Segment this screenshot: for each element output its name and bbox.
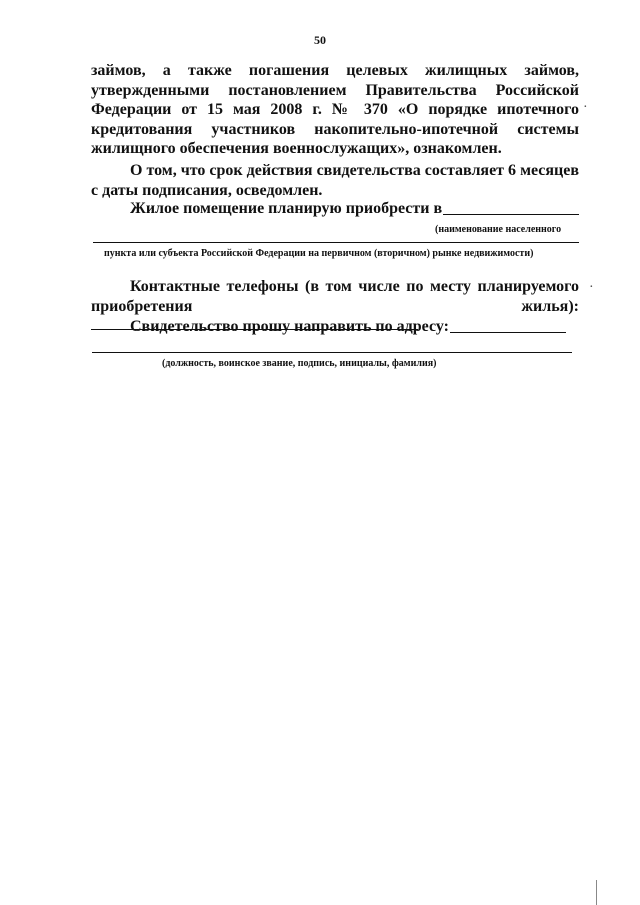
address-label: Свидетельство прошу направить по адресу: bbox=[130, 318, 449, 335]
paragraph-regulation: займов, а также погашения целевых жилищных займов, утвержденными постановлением Правительства Российской Федерации от 15 мая 2008 г. № 370 «О порядке ипотечного кредитования участников накопительно-ипотечной системы жилищного обеспечения военнослужащих», ознакомлен. bbox=[91, 62, 579, 157]
housing-caption-2: пункта или субъекта Российской Федерации на первичном (вторичном) рынке недвижимости) bbox=[104, 248, 534, 259]
margin-mark: · bbox=[583, 100, 588, 115]
signature-caption: (должность, воинское звание, подпись, инициалы, фамилия) bbox=[162, 358, 437, 369]
housing-row bbox=[130, 198, 579, 218]
housing-fill-line[interactable] bbox=[443, 200, 579, 215]
housing-continuation-line[interactable] bbox=[93, 242, 579, 243]
paragraph-validity: О том, что срок действия свидетельства составляет 6 месяцев с даты подписания, осведомлен. bbox=[91, 162, 579, 199]
phones-label: Контактные телефоны (в том числе по месту планируемого приобретения жилья): bbox=[91, 278, 579, 315]
margin-mark: · bbox=[589, 280, 594, 295]
signature-line[interactable] bbox=[92, 352, 572, 353]
housing-label: Жилое помещение планирую приобрести в bbox=[130, 200, 443, 217]
address-fill-line[interactable] bbox=[450, 318, 566, 333]
binder-edge bbox=[596, 880, 597, 905]
housing-caption-1: (наименование населенного bbox=[435, 224, 562, 235]
page-number: 50 bbox=[314, 33, 326, 47]
address-row bbox=[130, 316, 566, 336]
